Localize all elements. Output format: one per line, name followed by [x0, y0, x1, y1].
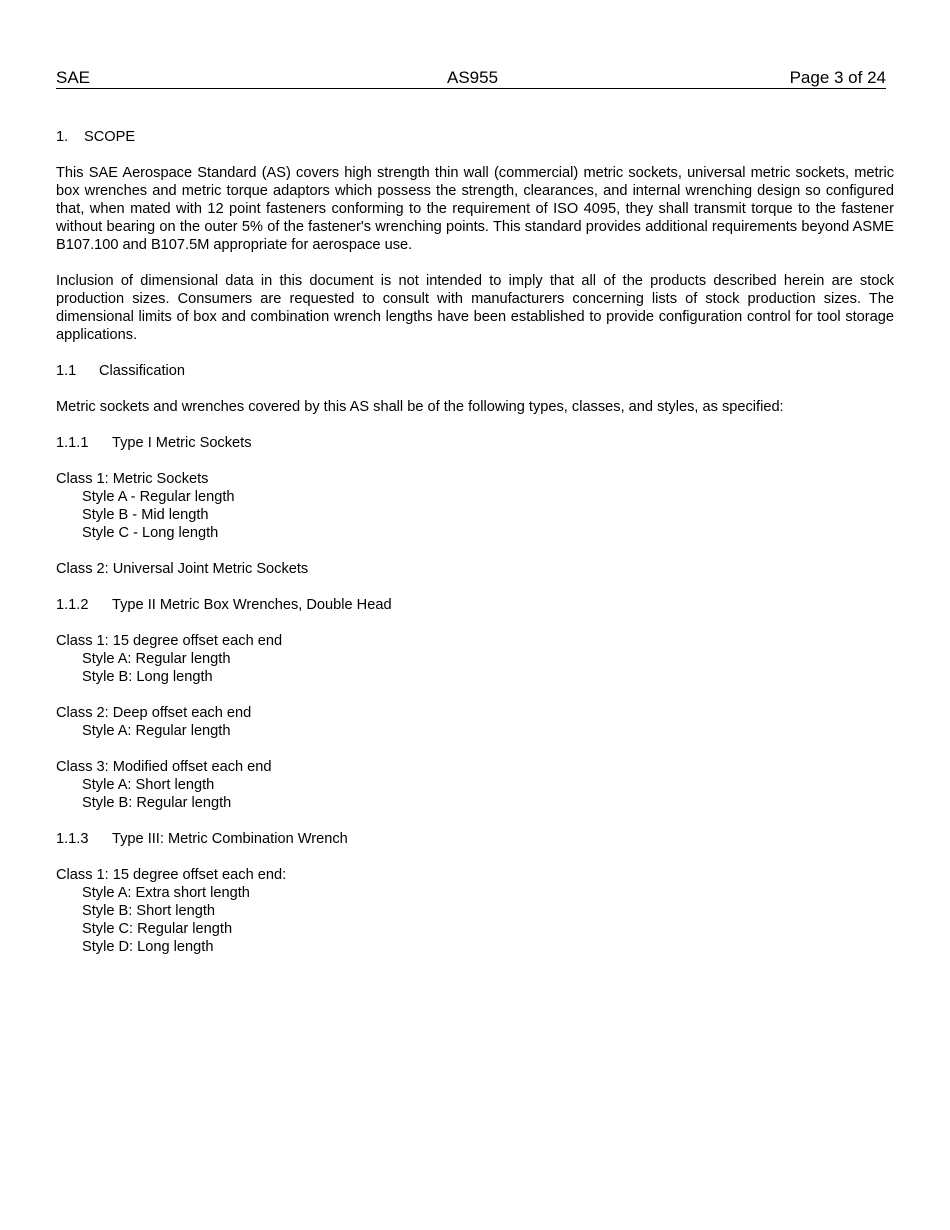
section-1-1-title: Classification [99, 363, 185, 379]
type1-class2: Class 2: Universal Joint Metric Sockets [56, 561, 309, 577]
type1-class1: Class 1: Metric Sockets [56, 471, 209, 487]
section-1-heading [56, 128, 894, 146]
scope-paragraph-1: This SAE Aerospace Standard (AS) covers high strength thin wall (commercial) metric sockets, universal metric sockets, metric box wrenches and metric torque adaptors which possess the strength, clearances, and internal wrenching design so configured that, when mated with 12 point fasteners conforming to the requirement of ISO 4095, they shall transmit torque to the fastener without bearing on the outer 5% of the fastener's wrenching points. This standard provides additional requirements beyond ASME B107.100 and B107.5M appropriate for aerospace use. [56, 165, 894, 253]
section-1-1-3-title: Type III: Metric Combination Wrench [112, 831, 348, 847]
type2-class1-style: Style B: Long length [82, 669, 213, 685]
section-1-1-heading [56, 362, 894, 380]
type3-class1-style: Style D: Long length [82, 939, 214, 955]
scope-paragraph-2: Inclusion of dimensional data in this document is not intended to imply that all of the products described herein are stock production sizes. Consumers are requested to consult with manufacturers concerning lists of stock production sizes. The dimensional limits of box and combination wrench lengths have been established to provide configuration control for tool storage applications. [56, 273, 894, 343]
type2-class2-style: Style A: Regular length [82, 723, 231, 739]
header-doc-number: AS955 [447, 68, 499, 87]
type2-class3-style: Style B: Regular length [82, 795, 232, 811]
type3-class1-style: Style B: Short length [82, 903, 216, 919]
header-page-number: Page 3 of 24 [789, 68, 886, 87]
type2-class1-style: Style A: Regular length [82, 651, 231, 667]
type2-class2: Class 2: Deep offset each end [56, 705, 252, 721]
section-1-1-3-number: 1.1.3 [56, 831, 89, 847]
section-1-1-2-title: Type II Metric Box Wrenches, Double Head [112, 597, 392, 613]
section-1-1-1-title: Type I Metric Sockets [112, 435, 252, 451]
section-1-title: SCOPE [84, 129, 136, 145]
section-1-1-number: 1.1 [56, 363, 77, 379]
section-1-1-2-number: 1.1.2 [56, 597, 89, 613]
type1-class1-style: Style A - Regular length [82, 489, 235, 505]
section-1-number: 1. [56, 129, 69, 145]
document-body [56, 128, 894, 956]
type3-class1: Class 1: 15 degree offset each end: [56, 867, 287, 883]
type1-class1-style: Style B - Mid length [82, 507, 209, 523]
page-header [56, 68, 886, 89]
section-1-1-2-heading [56, 596, 894, 614]
header-org: SAE [56, 68, 91, 87]
type2-class3-style: Style A: Short length [82, 777, 215, 793]
type2-class3: Class 3: Modified offset each end [56, 759, 272, 775]
type1-class1-style: Style C - Long length [82, 525, 219, 541]
section-1-1-1-heading [56, 434, 894, 452]
type3-class1-style: Style C: Regular length [82, 921, 233, 937]
section-1-1-3-heading [56, 830, 894, 848]
section-1-1-1-number: 1.1.1 [56, 435, 89, 451]
type3-class1-style: Style A: Extra short length [82, 885, 250, 901]
classification-intro: Metric sockets and wrenches covered by this AS shall be of the following types, classes, and styles, as specified: [56, 399, 784, 415]
type2-class1: Class 1: 15 degree offset each end [56, 633, 283, 649]
